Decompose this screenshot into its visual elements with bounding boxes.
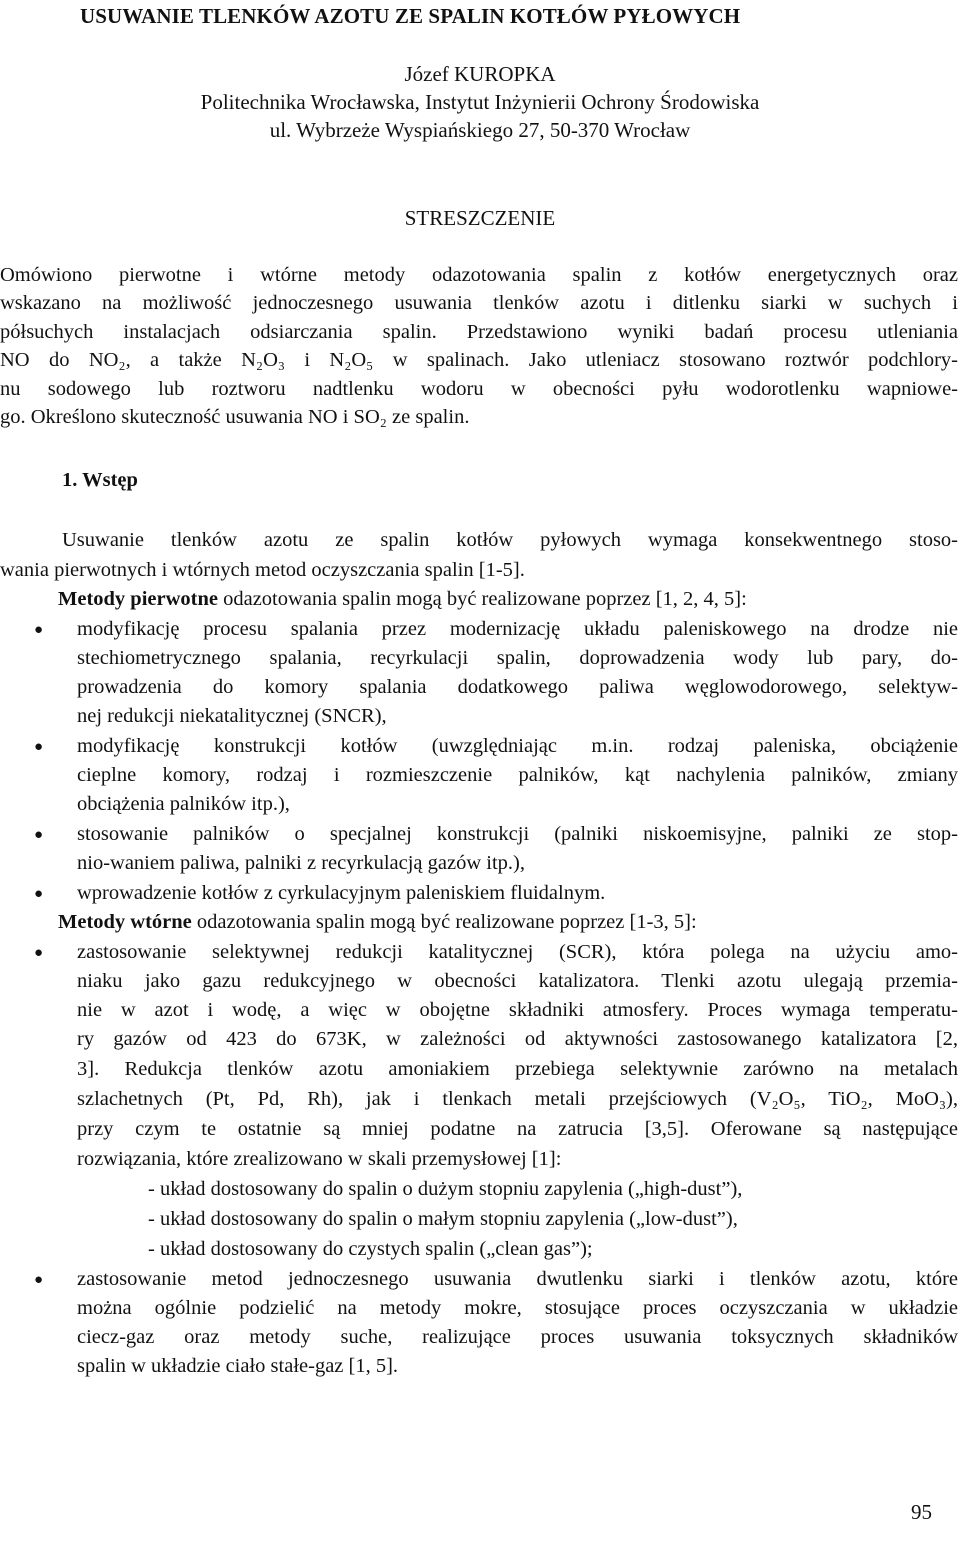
paragraph-line: wania pierwotnych i wtórnych metod oczyszczania spalin [1-5].: [0, 559, 525, 581]
section-heading: 1. Wstęp: [62, 469, 138, 491]
dash-item: - układ dostosowany do czystych spalin („clean gas”);: [148, 1238, 593, 1260]
bullet-line: wprowadzenie kotłów z cyrkulacyjnym paleniskiem fluidalnym.: [77, 882, 606, 904]
secondary-methods-text: odazotowania spalin mogą być realizowane poprzez [1-3, 5]:: [191, 911, 697, 933]
abstract-heading: STRESZCZENIE: [404, 206, 556, 230]
bullet-line: nej redukcji niekatalitycznej (SNCR),: [77, 705, 387, 727]
dash-item: - układ dostosowany do spalin o dużym stopniu zapylenia („high-dust”),: [148, 1178, 743, 1200]
bullet-line: stechiometrycznego spalania, recyrkulacji spalin, doprowadzenia wody lub pary, do-: [77, 647, 958, 669]
bullet-line: modyfikację konstrukcji kotłów (uwzględniając m.in. rodzaj paleniska, obciążenie: [77, 735, 958, 757]
bullet-line: niaku jako gazu redukcyjnego w obecności katalizatora. Tlenki azotu ulegają przemia-: [77, 970, 958, 992]
author-name: Józef KUROPKA: [404, 62, 556, 86]
paper-title: USUWANIE TLENKÓW AZOTU ZE SPALIN KOTŁÓW PYŁOWYCH: [80, 4, 741, 28]
bullet-line: spalin w układzie ciało stałe-gaz [1, 5].: [77, 1355, 399, 1377]
bullet-dot-icon: ●: [34, 827, 44, 843]
bullet-line: prowadzenia do komory spalania dodatkowego paliwa węglowodorowego, selektyw-: [77, 676, 958, 698]
bullet-line: zastosowanie selektywnej redukcji katalitycznej (SCR), która polega na użyciu amo-: [77, 941, 958, 963]
bullet-line: można ogólnie podzielić na metody mokre, stosujące proces oczyszczania w układzie: [77, 1297, 958, 1319]
page-number: 95: [911, 1500, 932, 1524]
bullet-line: ciecz-gaz oraz metody suche, realizujące proces usuwania toksycznych składników: [77, 1326, 958, 1348]
primary-methods-line: [58, 585, 747, 614]
abstract-line: półsuchych instalacjach odsiarczania spalin. Przedstawiono wyniki badań procesu utleniania: [0, 321, 958, 343]
address: ul. Wybrzeże Wyspiańskiego 27, 50-370 Wrocław: [269, 118, 691, 142]
bullet-dot-icon: ●: [34, 739, 44, 755]
bullet-line: nie w azot i wodę, a więc w obojętne składniki atmosfery. Proces wymaga temperatu-: [77, 999, 958, 1021]
bullet-line: stosowanie palników o specjalnej konstrukcji (palniki niskoemisyjne, palniki ze stop-: [77, 823, 958, 845]
abstract-line: wskazano na możliwość jednoczesnego usuwania tlenków azotu i ditlenku siarki w suchych i: [0, 292, 958, 314]
primary-methods-label: Metody pierwotne: [58, 588, 218, 610]
bullet-line: modyfikację procesu spalania przez modernizację układu paleniskowego na drodze nie: [77, 618, 958, 640]
bullet-line: obciążenia palników itp.),: [77, 793, 290, 815]
abstract-line: NO do NO₂, a także N₂O₃ i N₂O₅ w spalinach. Jako utleniacz stosowano roztwór podchlory-: [0, 349, 958, 371]
bullet-dot-icon: ●: [34, 886, 44, 902]
bullet-dot-icon: ●: [34, 622, 44, 638]
affiliation: Politechnika Wrocławska, Instytut Inżynierii Ochrony Środowiska: [200, 90, 760, 114]
primary-methods-text: odazotowania spalin mogą być realizowane poprzez [1, 2, 4, 5]:: [217, 588, 747, 610]
bullet-dot-icon: ●: [34, 945, 44, 961]
bullet-line: 3]. Redukcja tlenków azotu amoniakiem przebiega selektywnie zarówno na metalach: [77, 1058, 958, 1080]
abstract-line: go. Określono skuteczność usuwania NO i SO₂ ze spalin.: [0, 406, 470, 428]
abstract-line: nu sodowego lub roztworu nadtlenku wodoru w obecności pyłu wodorotlenku wapniowe-: [0, 378, 958, 400]
secondary-methods-line: [58, 908, 697, 937]
abstract-line: Omówiono pierwotne i wtórne metody odazotowania spalin z kotłów energetycznych oraz: [0, 264, 958, 286]
bullet-line: zastosowanie metod jednoczesnego usuwania dwutlenku siarki i tlenków azotu, które: [77, 1268, 958, 1290]
bullet-dot-icon: ●: [34, 1272, 44, 1288]
bullet-line: cieplne komory, rodzaj i rozmieszczenie palników, kąt nachylenia palników, zmiany: [77, 764, 958, 786]
secondary-methods-label: Metody wtórne: [58, 911, 192, 933]
bullet-line: przy czym te ostatnie są mniej podatne na zatrucia [3,5]. Oferowane są następujące: [77, 1118, 958, 1140]
bullet-line: nio-waniem paliwa, palniki z recyrkulacją gazów itp.),: [77, 852, 525, 874]
bullet-line: ry gazów od 423 do 673K, w zależności od aktywności zastosowanego katalizatora [2,: [77, 1028, 958, 1050]
paragraph-line: Usuwanie tlenków azotu ze spalin kotłów pyłowych wymaga konsekwentnego stoso-: [62, 529, 958, 551]
dash-item: - układ dostosowany do spalin o małym stopniu zapylenia („low-dust”),: [148, 1208, 738, 1230]
bullet-line: rozwiązania, które zrealizowano w skali przemysłowej [1]:: [77, 1148, 562, 1170]
bullet-line: szlachetnych (Pt, Pd, Rh), jak i tlenkach metali przejściowych (V₂O₅, TiO₂, MoO₃),: [77, 1088, 958, 1110]
